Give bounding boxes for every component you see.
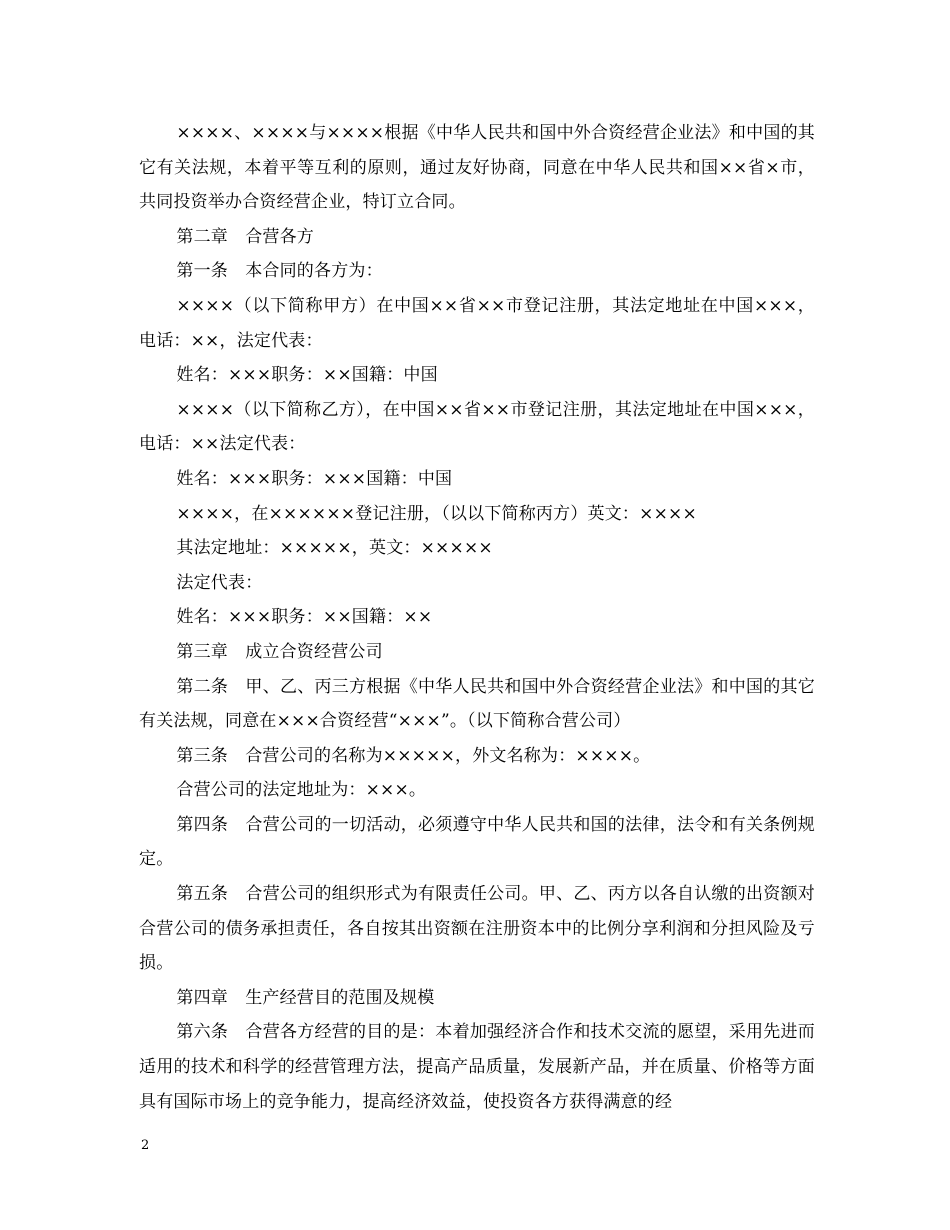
paragraph-intro: ××××、××××与××××根据《中华人民共和国中外合资经营企业法》和中国的其它有关法规，本着平等互利的原则，通过友好协商，同意在中华人民共和国××省×市，共同投资举办合资经营企业，特订立合同。 [139,123,815,213]
company-address: 合营公司的法定地址为：×××。 [176,780,427,801]
article-6: 第六条 合营各方经营的目的是：本着加强经济合作和技术交流的愿望，采用先进而适用的技术和科学的经营管理方法，提高产品质量，发展新产品，并在质量、价格等方面具有国际市场上的竞争能力，提高经济效益，使投资各方获得满意的经 [139,1022,815,1112]
article-4: 第四条 合营公司的一切活动，必须遵守中华人民共和国的法律，法令和有关条例规定。 [139,814,815,870]
chapter-heading-4: 第四章 生产经营目的范围及规模 [176,987,435,1008]
party-c-address: 其法定地址：×××××，英文：××××× [176,538,493,559]
document-body [139,116,815,1119]
party-b-representative: 姓名：×××职务：×××国籍：中国 [176,468,453,489]
article-5: 第五条 合营公司的组织形式为有限责任公司。甲、乙、丙方以各自认缴的出资额对合营公司的债务承担责任，各自按其出资额在注册资本中的比例分享利润和分担风险及亏损。 [139,884,815,974]
party-b-info: ××××（以下简称乙方），在中国××省××市登记注册，其法定地址在中国×××，电话：××法定代表： [139,399,815,455]
party-a-info: ××××（以下简称甲方）在中国××省××市登记注册，其法定地址在中国×××，电话：××，法定代表： [139,295,815,351]
party-c-representative-label: 法定代表： [176,572,263,593]
chapter-heading-2: 第二章 合营各方 [176,226,314,247]
party-c-info: ××××，在××××××登记注册，（以以下简称丙方）英文：×××× [176,503,697,524]
article-2: 第二条 甲、乙、丙三方根据《中华人民共和国中外合资经营企业法》和中国的其它有关法规，同意在×××合资经营“×××”。（以下简称合营公司） [139,676,815,732]
party-c-representative: 姓名：×××职务：××国籍：×× [176,607,433,628]
chapter-heading-3: 第三章 成立合资经营公司 [176,641,383,662]
article-1: 第一条 本合同的各方为： [176,261,383,282]
article-3: 第三条 合营公司的名称为×××××，外文名称为：××××。 [176,745,651,766]
page-number: 2 [141,1138,150,1153]
party-a-representative: 姓名：×××职务：××国籍：中国 [176,365,438,386]
